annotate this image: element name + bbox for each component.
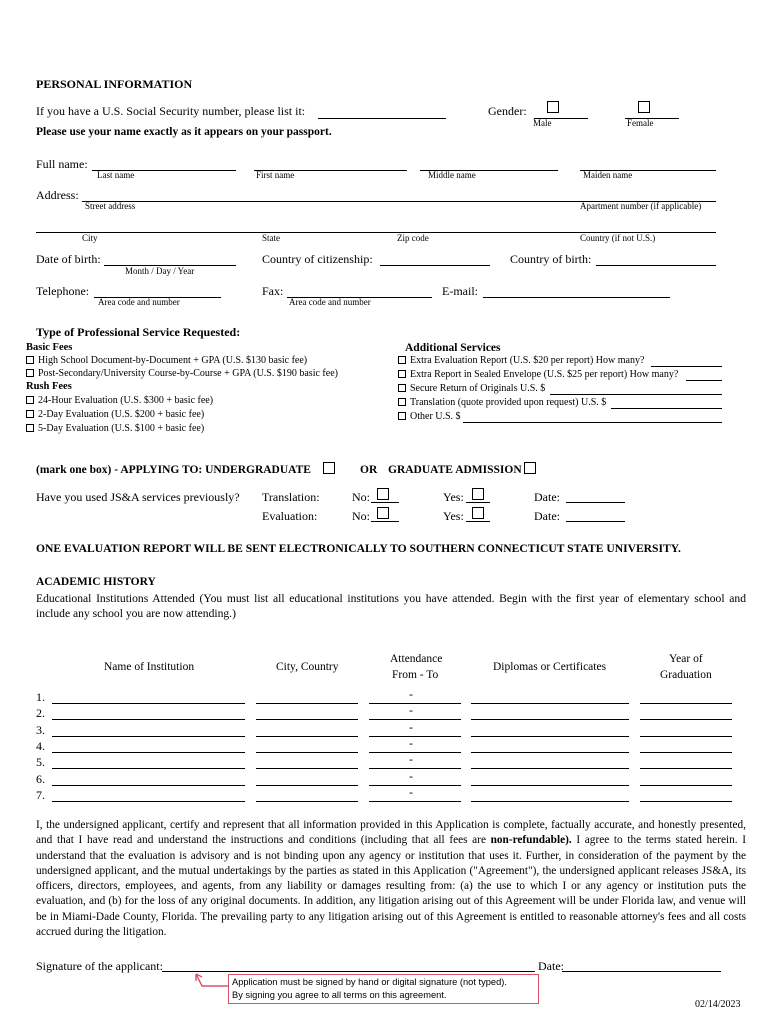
- graduation-year-field[interactable]: [640, 801, 732, 802]
- translation-no-label: No:: [352, 490, 370, 504]
- citizenship-field[interactable]: [380, 265, 490, 266]
- rush-option-2-checkbox[interactable]: [26, 410, 34, 418]
- city-country-field[interactable]: [256, 703, 358, 704]
- col-diplomas-header: Diplomas or Certificates: [493, 661, 607, 673]
- additional-option-1-checkbox[interactable]: [398, 356, 406, 364]
- rush-option-1[interactable]: 24-Hour Evaluation (U.S. $300 + basic fee): [26, 395, 213, 406]
- evaluation-yes-line: [466, 521, 490, 522]
- basic-option-2[interactable]: Post-Secondary/University Course-by-Course + GPA (U.S. $190 basic fee): [26, 368, 338, 379]
- additional-option-5-checkbox[interactable]: [398, 412, 406, 420]
- institution-field[interactable]: [52, 768, 245, 769]
- additional-heading: Additional Services: [405, 342, 501, 354]
- gender-label: Gender:: [488, 104, 527, 118]
- dob-caption: Month / Day / Year: [125, 266, 195, 276]
- translation-no-checkbox[interactable]: [377, 488, 389, 500]
- attendance-field[interactable]: [369, 768, 461, 769]
- academic-heading: ACADEMIC HISTORY: [36, 576, 156, 588]
- evaluation-date-label: Date:: [534, 509, 560, 523]
- other-amount-field[interactable]: [463, 422, 722, 423]
- city-caption: City: [82, 233, 98, 243]
- col-attendance-header-2: From - To: [392, 669, 439, 681]
- additional-option-3-checkbox[interactable]: [398, 384, 406, 392]
- row-number: 4.: [36, 738, 45, 753]
- attendance-field[interactable]: [369, 703, 461, 704]
- translation-label: Translation:: [262, 490, 320, 504]
- additional-option-4[interactable]: Translation (quote provided upon request) U.S. $: [398, 397, 606, 408]
- attendance-dash: -: [409, 703, 413, 718]
- attendance-dash: -: [409, 719, 413, 734]
- dob-label: Date of birth:: [36, 252, 101, 266]
- used-services-label: Have you used JS&A services previously?: [36, 490, 240, 504]
- city-country-field[interactable]: [256, 752, 358, 753]
- personal-heading: PERSONAL INFORMATION: [36, 77, 193, 91]
- col-attendance-header-1: Attendance: [390, 653, 443, 665]
- extra-report-count-field[interactable]: [651, 366, 722, 367]
- col-year-header-2: Graduation: [660, 669, 712, 681]
- passport-note: Please use your name exactly as it appears on your passport.: [36, 126, 332, 138]
- col-city-header: City, Country: [276, 661, 339, 673]
- attendance-field[interactable]: [369, 801, 461, 802]
- signature-date-field[interactable]: [562, 971, 721, 972]
- footer-date: 02/14/2023: [695, 999, 741, 1010]
- electronic-report-notice: ONE EVALUATION REPORT WILL BE SENT ELECTRONICALLY TO SOUTHERN CONNECTICUT STATE UNIVERSITY.: [36, 542, 681, 555]
- diplomas-field[interactable]: [471, 703, 629, 704]
- translation-yes-line: [466, 502, 490, 503]
- state-caption: State: [262, 233, 280, 243]
- attendance-field[interactable]: [369, 785, 461, 786]
- undergraduate-checkbox[interactable]: [323, 462, 335, 474]
- additional-option-5[interactable]: Other U.S. $: [398, 411, 461, 422]
- applying-label: (mark one box) - APPLYING TO: UNDERGRADUATE: [36, 464, 311, 476]
- middle-name-caption: Middle name: [428, 170, 476, 180]
- first-name-caption: First name: [256, 170, 295, 180]
- diplomas-field[interactable]: [471, 736, 629, 737]
- graduation-year-field[interactable]: [640, 703, 732, 704]
- institution-field[interactable]: [52, 703, 245, 704]
- secure-return-amount-field[interactable]: [550, 394, 722, 395]
- diplomas-field[interactable]: [471, 719, 629, 720]
- rush-fees-heading: Rush Fees: [26, 381, 72, 392]
- attendance-field[interactable]: [369, 736, 461, 737]
- street-caption: Street address: [85, 201, 136, 211]
- col-name-header: Name of Institution: [104, 661, 195, 673]
- graduation-year-field[interactable]: [640, 752, 732, 753]
- institution-field[interactable]: [52, 785, 245, 786]
- email-label: E-mail:: [442, 284, 478, 298]
- translation-date-label: Date:: [534, 490, 560, 504]
- email-field[interactable]: [483, 297, 670, 298]
- row-number: 3.: [36, 722, 45, 737]
- attendance-dash: -: [409, 687, 413, 701]
- graduation-year-field[interactable]: [640, 736, 732, 737]
- attendance-dash: -: [409, 768, 413, 783]
- telephone-caption: Area code and number: [98, 297, 180, 307]
- additional-option-4-checkbox[interactable]: [398, 398, 406, 406]
- or-label: OR: [360, 464, 378, 476]
- ssn-label: If you have a U.S. Social Security number, please list it:: [36, 104, 306, 118]
- additional-option-1[interactable]: Extra Evaluation Report (U.S. $20 per report) How many?: [398, 355, 644, 366]
- apartment-caption: Apartment number (if applicable): [580, 201, 702, 211]
- evaluation-date-field[interactable]: [566, 521, 625, 522]
- birth-country-label: Country of birth:: [510, 252, 592, 266]
- graduation-year-field[interactable]: [640, 768, 732, 769]
- telephone-label: Telephone:: [36, 284, 90, 298]
- signature-note: [228, 974, 539, 1004]
- evaluation-no-line: [371, 521, 399, 522]
- pointer-arrow-icon: [192, 970, 232, 990]
- sealed-report-count-field[interactable]: [686, 380, 722, 381]
- academic-instructions: Educational Institutions Attended (You must list all educational institutions you have attended. Begin with the first year of elementary school and include any school you are now attending.): [36, 592, 746, 621]
- city-country-field[interactable]: [256, 801, 358, 802]
- row-number: 5.: [36, 755, 45, 770]
- gender-male-checkbox[interactable]: [547, 101, 559, 113]
- city-country-field[interactable]: [256, 736, 358, 737]
- evaluation-yes-checkbox[interactable]: [472, 507, 484, 519]
- signature-date-label: Date:: [538, 959, 564, 973]
- evaluation-no-checkbox[interactable]: [377, 507, 389, 519]
- fax-label: Fax:: [262, 284, 284, 298]
- signature-note-line-2: By signing you agree to all terms on this agreement.: [232, 989, 447, 1000]
- diplomas-field[interactable]: [471, 768, 629, 769]
- institution-field[interactable]: [52, 736, 245, 737]
- graduation-year-field[interactable]: [640, 719, 732, 720]
- rush-option-3[interactable]: 5-Day Evaluation (U.S. $100 + basic fee): [26, 423, 204, 434]
- rush-option-3-checkbox[interactable]: [26, 424, 34, 432]
- maiden-name-caption: Maiden name: [583, 170, 633, 180]
- row-number: 6.: [36, 771, 45, 786]
- institution-field[interactable]: [52, 752, 245, 753]
- graduation-year-field[interactable]: [640, 785, 732, 786]
- row-number: 2.: [36, 706, 45, 721]
- basic-option-2-checkbox[interactable]: [26, 369, 34, 377]
- translation-amount-field[interactable]: [611, 408, 722, 409]
- gender-female-checkbox[interactable]: [638, 101, 650, 113]
- basic-option-1-checkbox[interactable]: [26, 356, 34, 364]
- attendance-field[interactable]: [369, 752, 461, 753]
- diplomas-field[interactable]: [471, 785, 629, 786]
- translation-yes-checkbox[interactable]: [472, 488, 484, 500]
- evaluation-yes-label: Yes:: [443, 509, 464, 523]
- city-country-field[interactable]: [256, 768, 358, 769]
- services-heading: Type of Professional Service Requested:: [36, 325, 241, 339]
- agreement-text: I, the undersigned applicant, certify and represent that all information provided in this Application is complete, factually accurate, and honestly presented, and that I have read and understand the instructions and conditions (including that all fees are non-refundable). I agree to the terms stated herein. I understand that the evaluation is advisory and is not binding upon any agency or institution that uses it. Further, in consideration of the payment by the undersigned applicant, and the mutual undertakings by the parties as stated in this Application ("Agreement"), the undersigned applicant releases JS&A, its officers, directors, employees, and agents, from any liability or damages resulting from: (a) the use to which I or any agency or institution puts the evaluation, and (b) for the loss of any original documents. In addition, any litigation arising out of this Agreement will be under Florida law, and venue will be in Miami-Dade County, Florida. The prevailing party to any litigation arising out of this Agreement is entitled to reasonable attorney's fees and all costs accrued during the litigation.: [36, 819, 746, 939]
- rush-option-2[interactable]: 2-Day Evaluation (U.S. $200 + basic fee): [26, 409, 204, 420]
- row-number: 7.: [36, 787, 45, 802]
- translation-yes-label: Yes:: [443, 490, 464, 504]
- fax-caption: Area code and number: [289, 297, 371, 307]
- zip-caption: Zip code: [397, 233, 429, 243]
- citizenship-label: Country of citizenship:: [262, 252, 373, 266]
- basic-fees-heading: Basic Fees: [26, 342, 73, 353]
- translation-no-line: [371, 502, 399, 503]
- diplomas-field[interactable]: [471, 801, 629, 802]
- signature-note-line-1: Application must be signed by hand or digital signature (not typed).: [232, 977, 507, 987]
- institution-field[interactable]: [52, 719, 245, 720]
- country-caption: Country (if not U.S.): [580, 233, 656, 243]
- gender-male-caption: Male: [533, 118, 552, 128]
- graduate-label: GRADUATE ADMISSION: [388, 464, 522, 476]
- attendance-dash: -: [409, 735, 413, 750]
- attendance-dash: -: [409, 784, 413, 799]
- birth-country-field[interactable]: [596, 265, 716, 266]
- last-name-caption: Last name: [97, 170, 135, 180]
- basic-option-1[interactable]: High School Document-by-Document + GPA (U.S. $130 basic fee): [26, 355, 307, 366]
- city-country-field[interactable]: [256, 785, 358, 786]
- address-label: Address:: [36, 188, 79, 202]
- signature-label: Signature of the applicant:: [36, 959, 163, 973]
- evaluation-label: Evaluation:: [262, 509, 318, 523]
- evaluation-no-label: No:: [352, 509, 370, 523]
- row-number: 1.: [36, 690, 45, 704]
- translation-date-field[interactable]: [566, 502, 625, 503]
- graduate-checkbox[interactable]: [524, 462, 536, 474]
- ssn-field[interactable]: [318, 118, 446, 119]
- diplomas-field[interactable]: [471, 752, 629, 753]
- city-country-field[interactable]: [256, 719, 358, 720]
- fullname-label: Full name:: [36, 157, 88, 171]
- additional-option-2-checkbox[interactable]: [398, 370, 406, 378]
- attendance-field[interactable]: [369, 719, 461, 720]
- attendance-dash: -: [409, 752, 413, 767]
- additional-option-2[interactable]: Extra Report in Sealed Envelope (U.S. $25 per report) How many?: [398, 369, 678, 380]
- additional-option-3[interactable]: Secure Return of Originals U.S. $: [398, 383, 545, 394]
- gender-female-caption: Female: [627, 118, 654, 128]
- institution-field[interactable]: [52, 801, 245, 802]
- col-year-header-1: Year of: [669, 653, 703, 665]
- rush-option-1-checkbox[interactable]: [26, 396, 34, 404]
